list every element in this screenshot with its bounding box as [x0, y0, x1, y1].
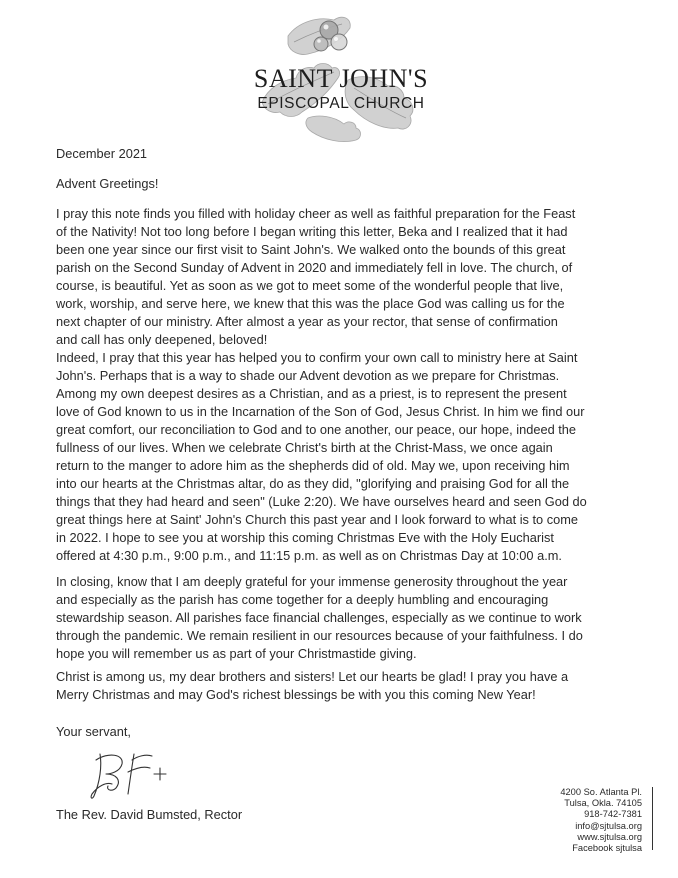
body-line: love of God known to us in the Incarnation of the Son of God, Jesus Christ. In him we find our [56, 404, 585, 419]
church-logo [238, 6, 444, 146]
body-line: fullness of our lives. When we celebrate Christ's birth at the Christ-Mass, we once again [56, 440, 553, 455]
body-paragraph [56, 205, 636, 349]
address-phone: 918-742-7381 [584, 809, 642, 820]
signer-name: The Rev. David Bumsted, Rector [56, 807, 243, 822]
address-street: 4200 So. Atlanta Pl. [560, 787, 642, 797]
body-line: through the pandemic. We remain resilient in our resources because of your faithfulness. I do [56, 628, 583, 643]
body-line: been one year since our first visit to Saint John's. We walked onto the bounds of this great [56, 242, 566, 257]
letter-date: December 2021 [56, 146, 148, 161]
body-line: Among my own deepest desires as a Christian, and as a priest, is to represent the present [56, 386, 567, 401]
body-line: John's. Perhaps that is a way to shade our Advent devotion as we prepare for Christmas. [56, 368, 560, 383]
closing-salutation: Your servant, [56, 724, 131, 739]
body-line: In closing, know that I am deeply grateful for your immense generosity throughout the year [56, 574, 568, 589]
address-facebook: Facebook sjtulsa [572, 843, 642, 854]
address-website: www.sjtulsa.org [577, 831, 642, 842]
address-email: info@sjtulsa.org [575, 820, 642, 831]
body-paragraph [56, 573, 636, 663]
church-name: SAINT JOHN'S [253, 64, 429, 93]
address-divider [652, 787, 653, 850]
address-city: Tulsa, Okla. 74105 [564, 798, 642, 809]
body-line: I pray this note finds you filled with holiday cheer as well as faithful preparation for the Feast [56, 206, 576, 221]
body-line: and call has only deepened, beloved! [56, 332, 268, 347]
handwritten-signature-icon [88, 748, 188, 807]
body-line: next chapter of our ministry. After almost a year as your rector, that sense of confirmation [56, 314, 558, 329]
body-line: course, is beautiful. Yet as soon as we got to meet some of the wonderful people that live, [56, 278, 564, 293]
church-address [560, 787, 642, 854]
body-line: work, worship, and serve here, we knew that this was the place God was calling us for the [56, 296, 565, 311]
body-line: return to the manger to adore him as the shepherds did of old. May we, upon receiving him [56, 458, 570, 473]
body-line: hope you will remember us as part of your Christmastide giving. [56, 646, 417, 661]
body-line: into our hearts at the Christmas altar, do as they did, "glorifying and praising God for all the [56, 476, 570, 491]
body-line: of the Nativity! Not too long before I began writing this letter, Beka and I realized that it had [56, 224, 568, 239]
body-line: offered at 4:30 p.m., 9:00 p.m., and 11:15 p.m. as well as on Christmas Day at 10:00 a.m. [56, 548, 562, 563]
church-subtitle: EPISCOPAL CHURCH [257, 95, 425, 112]
body-line: great things here at Saint' John's Church this past year and I look forward to what is to come [56, 512, 579, 527]
body-line: in 2022. I hope to see you at worship this coming Christmas Eve with the Holy Eucharist [56, 530, 554, 545]
body-line: Merry Christmas and may God's richest blessings be with you this coming New Year! [56, 687, 536, 702]
body-line: and especially as the parish has come together for a deeply humbling and encouraging [56, 592, 549, 607]
body-paragraph [56, 668, 636, 704]
body-line: things that they had heard and seen" (Luke 2:20). We have ourselves heard and seen God do [56, 494, 587, 509]
body-line: Indeed, I pray that this year has helped you to confirm your own call to ministry here at Saint [56, 350, 578, 365]
body-line: stewardship season. All parishes face financial challenges, especially as we continue to work [56, 610, 582, 625]
body-paragraph [56, 349, 636, 565]
body-line: parish on the Second Sunday of Advent in 2020 and immediately fell in love. The church, of [56, 260, 573, 275]
body-line: great comfort, our reconciliation to God and to one another, our peace, our hope, indeed the [56, 422, 577, 437]
letter-greeting: Advent Greetings! [56, 176, 159, 191]
body-line: Christ is among us, my dear brothers and sisters! Let our hearts be glad! I pray you have a [56, 669, 569, 684]
